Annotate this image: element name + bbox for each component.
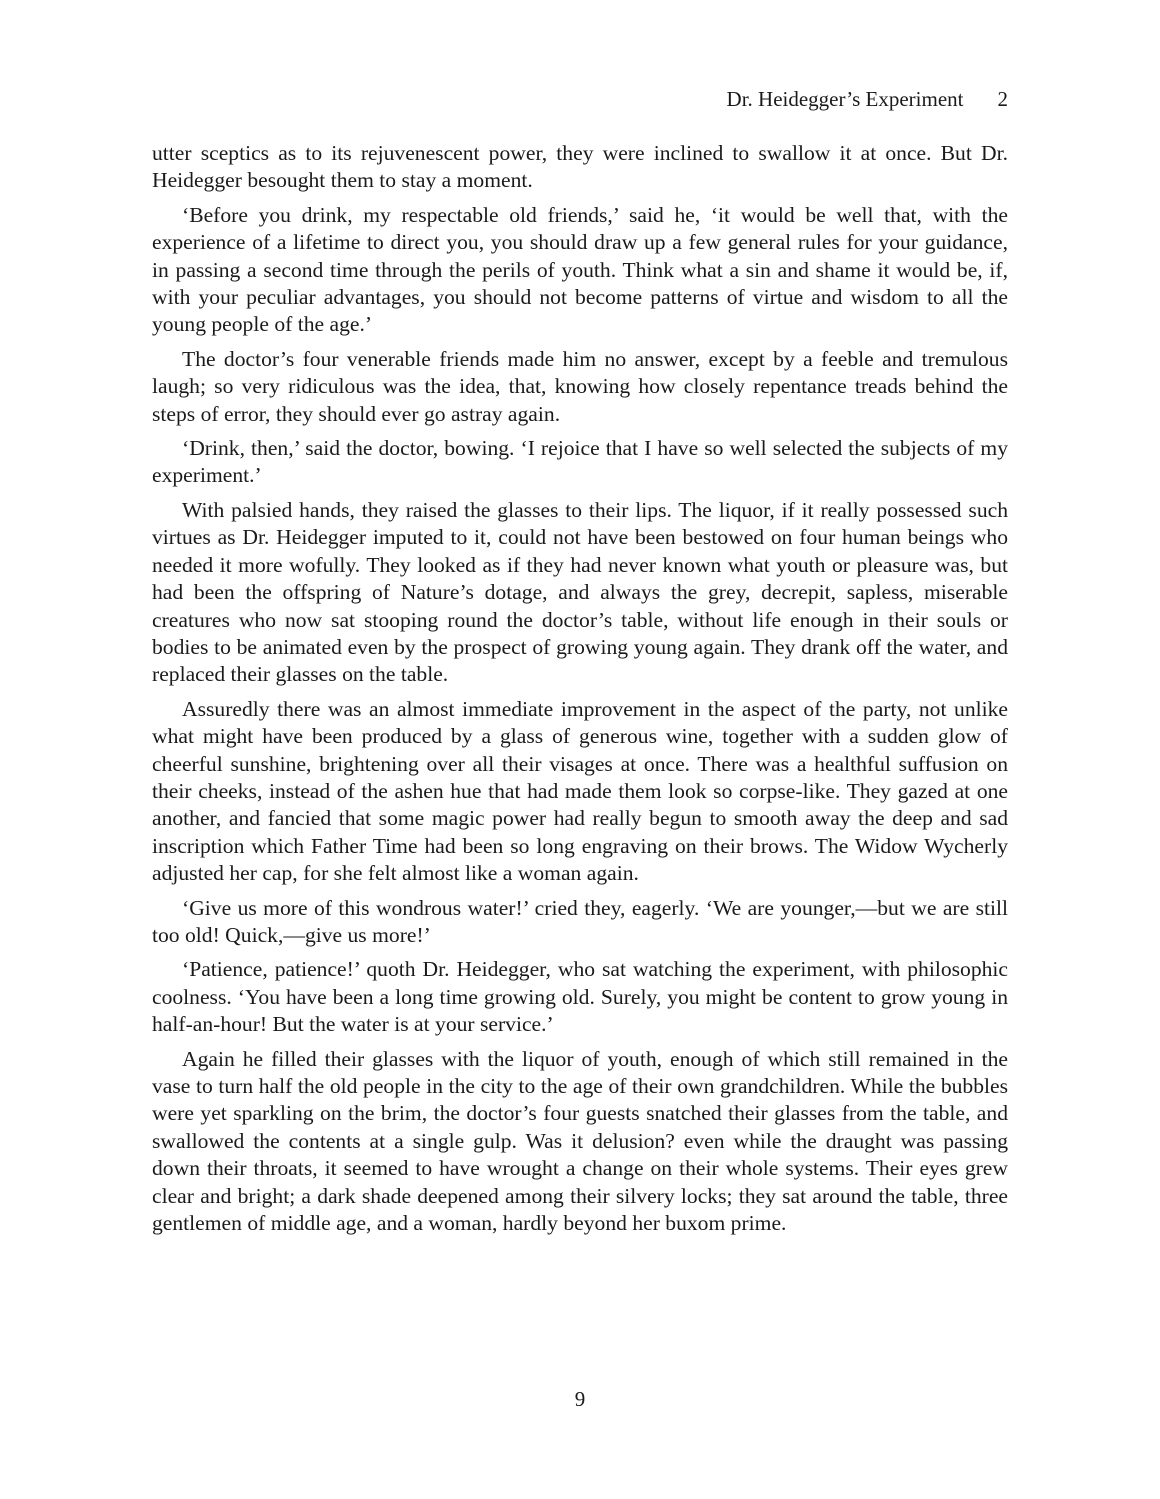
- paragraph: Assuredly there was an almost immediate improvement in the aspect of the party, not unlike what might have been produced by a glass of generous wine, together with a sudden glow of cheerful sunshine, brightening over all their visages at once. There was a healthful suffusion on their cheeks, instead of the ashen hue that had made them look so corpse-like. They gazed at one another, and fancied that some magic power had really begun to smooth away the deep and sad inscription which Father Time had been so long engraving on their brows. The Widow Wycherly adjusted her cap, for she felt almost like a woman again.: [152, 696, 1008, 886]
- paragraph: Again he filled their glasses with the liquor of youth, enough of which still remained in the vase to turn half the old people in the city to the age of their own grandchildren. While the bubbles were yet sparkling on the brim, the doctor’s four guests snatched their glasses from the table, and swallowed the contents at a single gulp. Was it delusion? even while the draught was passing down their throats, it seemed to have wrought a change on their whole systems. Their eyes grew clear and bright; a dark shade deepened among their silvery locks; they sat around the table, three gentlemen of middle age, and a woman, hardly beyond her buxom prime.: [152, 1046, 1008, 1236]
- page-number: 9: [574, 1387, 586, 1411]
- running-head: [727, 86, 1008, 112]
- paragraph: utter sceptics as to its rejuvenescent power, they were inclined to swallow it at once. But Dr. Heidegger besought them to stay a moment.: [152, 141, 1008, 193]
- running-title: Dr. Heidegger’s Experiment: [726, 87, 964, 111]
- body-text: [152, 140, 1008, 1244]
- paragraph: ‘Drink, then,’ said the doctor, bowing. ‘I rejoice that I have so well selected the subjects of my experiment.’: [152, 436, 1008, 488]
- paragraph: ‘Before you drink, my respectable old friends,’ said he, ‘it would be well that, with the experience of a lifetime to direct you, you should draw up a few general rules for your guidance, in passing a second time through the perils of youth. Think what a sin and shame it would be, if, with your peculiar advantages, you should not become patterns of virtue and wisdom to all the young people of the age.’: [152, 202, 1008, 337]
- paragraph: ‘Give us more of this wondrous water!’ cried they, eagerly. ‘We are younger,—but we are still too old! Quick,—give us more!’: [152, 895, 1008, 947]
- chapter-page-number: 2: [997, 87, 1008, 111]
- paragraph: The doctor’s four venerable friends made him no answer, except by a feeble and tremulous laugh; so very ridiculous was the idea, that, knowing how closely repentance treads behind the steps of error, they should ever go astray again.: [152, 346, 1008, 426]
- paragraph: With palsied hands, they raised the glasses to their lips. The liquor, if it really possessed such virtues as Dr. Heidegger imputed to it, could not have been bestowed on four human beings who needed it more wofully. They looked as if they had never known what youth or pleasure was, but had been the offspring of Nature’s dotage, and always the grey, decrepit, sapless, miserable creatures who now sat stooping round the doctor’s table, without life enough in their souls or bodies to be animated even by the prospect of growing young again. They drank off the water, and replaced their glasses on the table.: [152, 497, 1008, 687]
- paragraph: ‘Patience, patience!’ quoth Dr. Heidegger, who sat watching the experiment, with philosophic coolness. ‘You have been a long time growing old. Surely, you might be content to grow young in half-an-hour! But the water is at your service.’: [152, 957, 1008, 1037]
